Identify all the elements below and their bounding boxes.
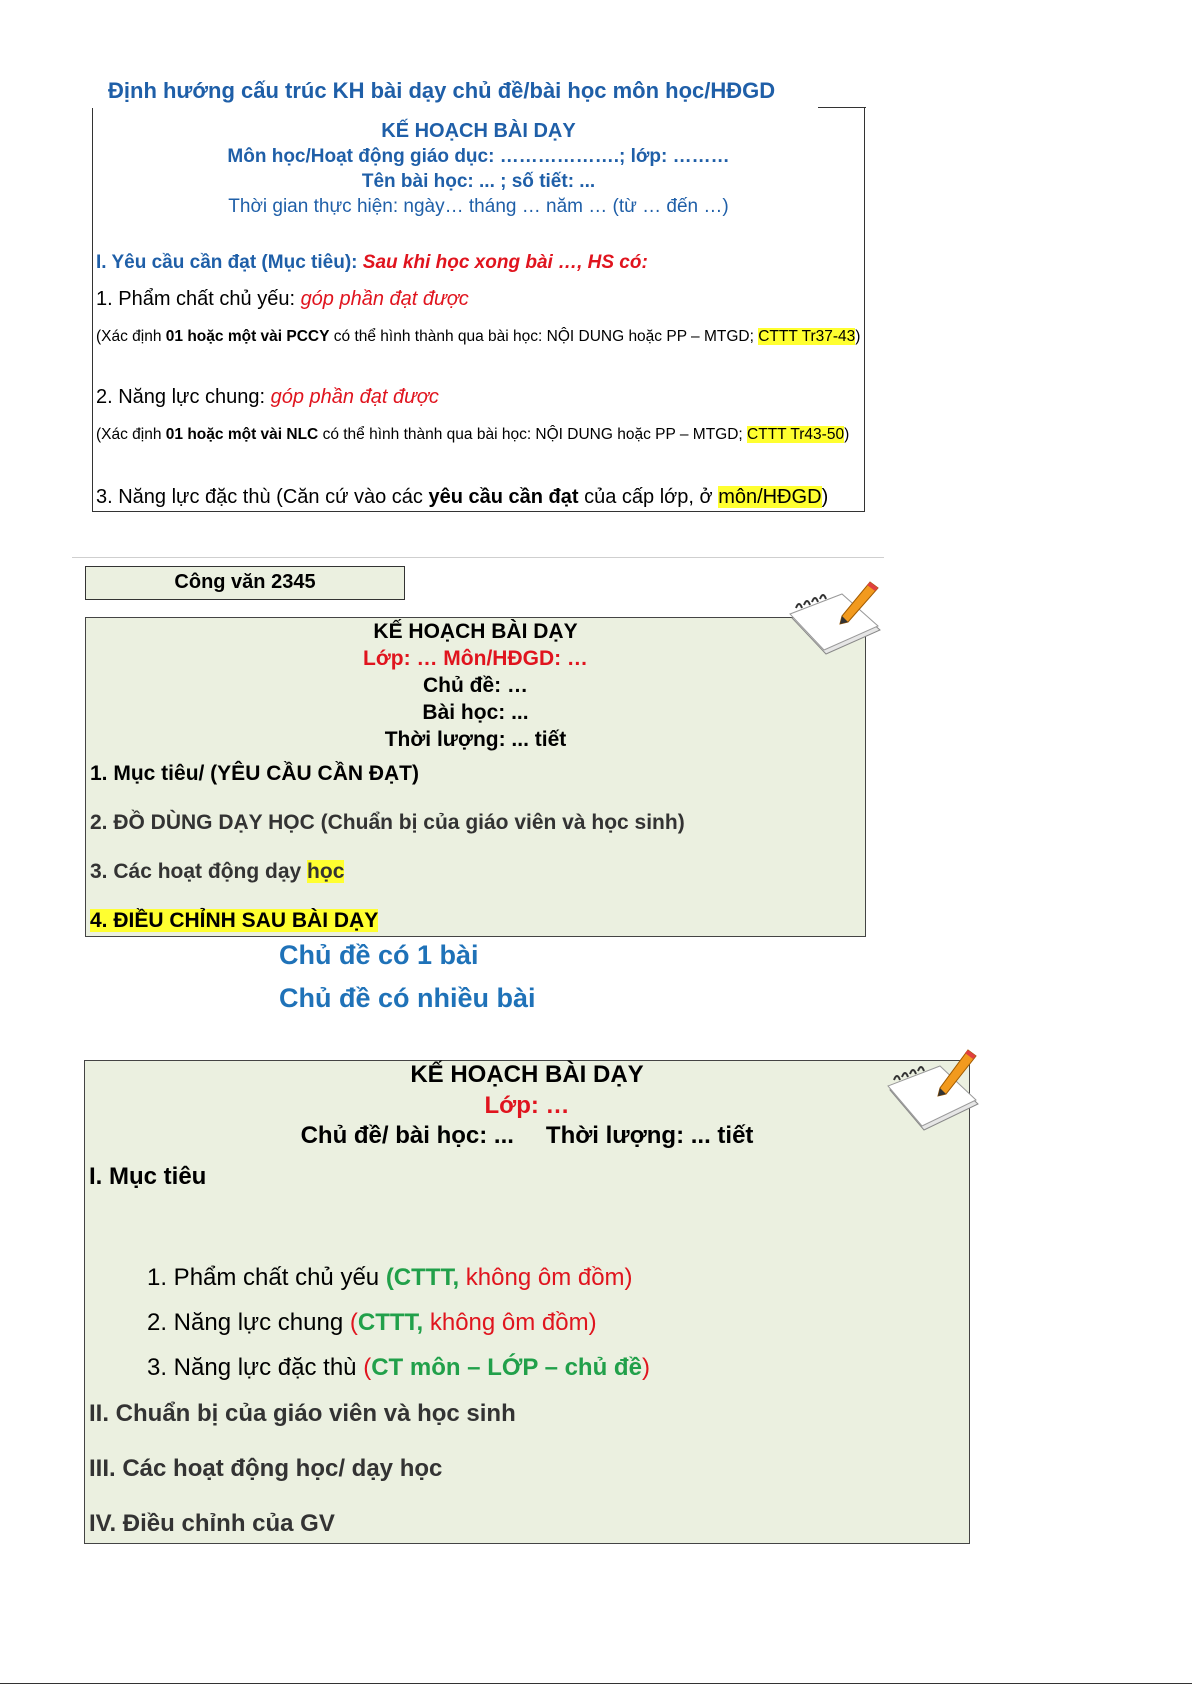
section2-duration-line: Thời lượng: ... tiết [384,728,567,751]
specific-c: của cấp lớp, ở [578,486,719,508]
section3-topic-duration [84,1122,970,1150]
activities-highlight: học [307,860,345,883]
competence-note-highlight: CTTT Tr43-50 [747,426,845,443]
section3-activities: III. Các hoạt động học/ dạy học [89,1455,443,1482]
section1-requirements [96,252,648,274]
section1-time-line: Thời gian thực hiện: ngày… tháng … năm … (từ … đến …) [228,196,729,217]
section3-preparation: II. Chuẩn bị của giáo viên và học sinh [89,1400,516,1427]
specific-a: 3. Năng lực đặc thù (Căn cứ vào các [96,486,429,508]
section1-plan-title: KẾ HOẠCH BÀI DẠY [381,120,576,142]
section3-quality [147,1264,633,1292]
section3-objectives: I. Mục tiêu [89,1163,207,1190]
specific-end: ) [821,486,829,508]
quality-note-highlight: CTTT Tr37-43 [758,328,856,345]
competence-label: 2. Năng lực chung: [96,386,271,408]
specific-open: ( [363,1354,372,1381]
specific-text: 3. Năng lực đặc thù [147,1354,364,1381]
section1-competence-note [96,420,862,450]
quality-note-a: (Xác định [96,328,166,345]
quality-note-c: có thể hình thành qua bài học: NỘI DUNG hoặc PP – MTGD; [329,328,759,345]
section3-plan-title: KẾ HOẠCH BÀI DẠY [410,1061,644,1088]
requirements-label: I. Yêu cầu cần đạt (Mục tiêu): [96,252,363,273]
duration: Thời lượng: ... tiết [545,1122,754,1149]
competence-note-c: có thể hình thành qua bài học: NỘI DUNG hoặc PP – MTGD; [318,426,748,443]
competence-note-end: ) [844,426,850,443]
specific-b: yêu cầu cần đạt [428,486,579,508]
section2-class-line: Lớp: … Môn/HĐGD: … [363,647,588,670]
topic-one-lesson: Chủ đề có 1 bài [279,940,479,970]
specific-green: CT môn – LỚP – chủ đề [371,1354,642,1381]
section2-item-activities [90,860,344,884]
section1-lesson-line: Tên bài học: ... ; số tiết: ... [361,171,596,192]
section3-specific [147,1354,650,1382]
quality-green: (CTTT, [385,1264,460,1291]
quality-red: không ôm đồm) [459,1264,633,1291]
section2-item-materials: 2. ĐỒ DÙNG DẠY HỌC (Chuẩn bị của giáo viên và học sinh) [90,811,685,834]
section1-subject-line: Môn học/Hoạt động giáo dục: ……………….; lớp: ……… [227,146,730,167]
section-divider [72,557,884,558]
section2-lesson-line: Bài học: ... [422,701,529,724]
section1-title: Định hướng cấu trúc KH bài dạy chủ đề/bài học môn học/HĐGD [108,78,776,103]
competence-red: góp phần đạt được [270,386,439,408]
competence-text: 2. Năng lực chung [147,1309,350,1336]
section2-item-objectives: 1. Mục tiêu/ (YÊU CẦU CẦN ĐẠT) [90,762,420,785]
competence-note-b: 01 hoặc một vài NLC [165,426,319,443]
topic-lesson: Chủ đề/ bài học: ... [300,1122,514,1149]
activities-text: 3. Các hoạt động dạy [90,860,308,883]
quality-note-b: 01 hoặc một vài PCCY [165,328,330,345]
competence-open: ( [349,1309,358,1336]
requirements-red: Sau khi học xong bài …, HS có: [362,252,648,273]
section1-specific-competence [96,486,828,509]
section3-competence [147,1309,597,1337]
section2-topic-line: Chủ đề: … [423,674,528,697]
quality-text: 1. Phẩm chất chủ yếu [147,1264,386,1291]
specific-highlight: môn/HĐGD [718,486,822,508]
competence-green: CTTT, [357,1309,424,1336]
competence-red: không ôm đồm) [423,1309,597,1336]
section1-quality [96,288,469,311]
section3-class-line: Lớp: … [484,1092,570,1119]
specific-close: ) [641,1354,650,1381]
quality-label: 1. Phẩm chất chủ yếu: [96,288,301,310]
topic-many-lessons: Chủ đề có nhiều bài [279,983,536,1013]
section2-item-adjustment [90,909,378,933]
quality-red: góp phần đạt được [300,288,469,310]
section1-competence [96,386,439,409]
section1-quality-note [96,322,862,352]
official-letter-label: Công văn 2345 [85,566,405,600]
page-bottom-line [0,1683,1192,1684]
adjustment-highlight: 4. ĐIỀU CHỈNH SAU BÀI DẠY [90,909,379,932]
section3-adjustment: IV. Điều chỉnh của GV [89,1510,335,1537]
quality-note-end: ) [855,328,861,345]
section2-plan-title: KẾ HOẠCH BÀI DẠY [373,620,578,643]
competence-note-a: (Xác định [96,426,166,443]
